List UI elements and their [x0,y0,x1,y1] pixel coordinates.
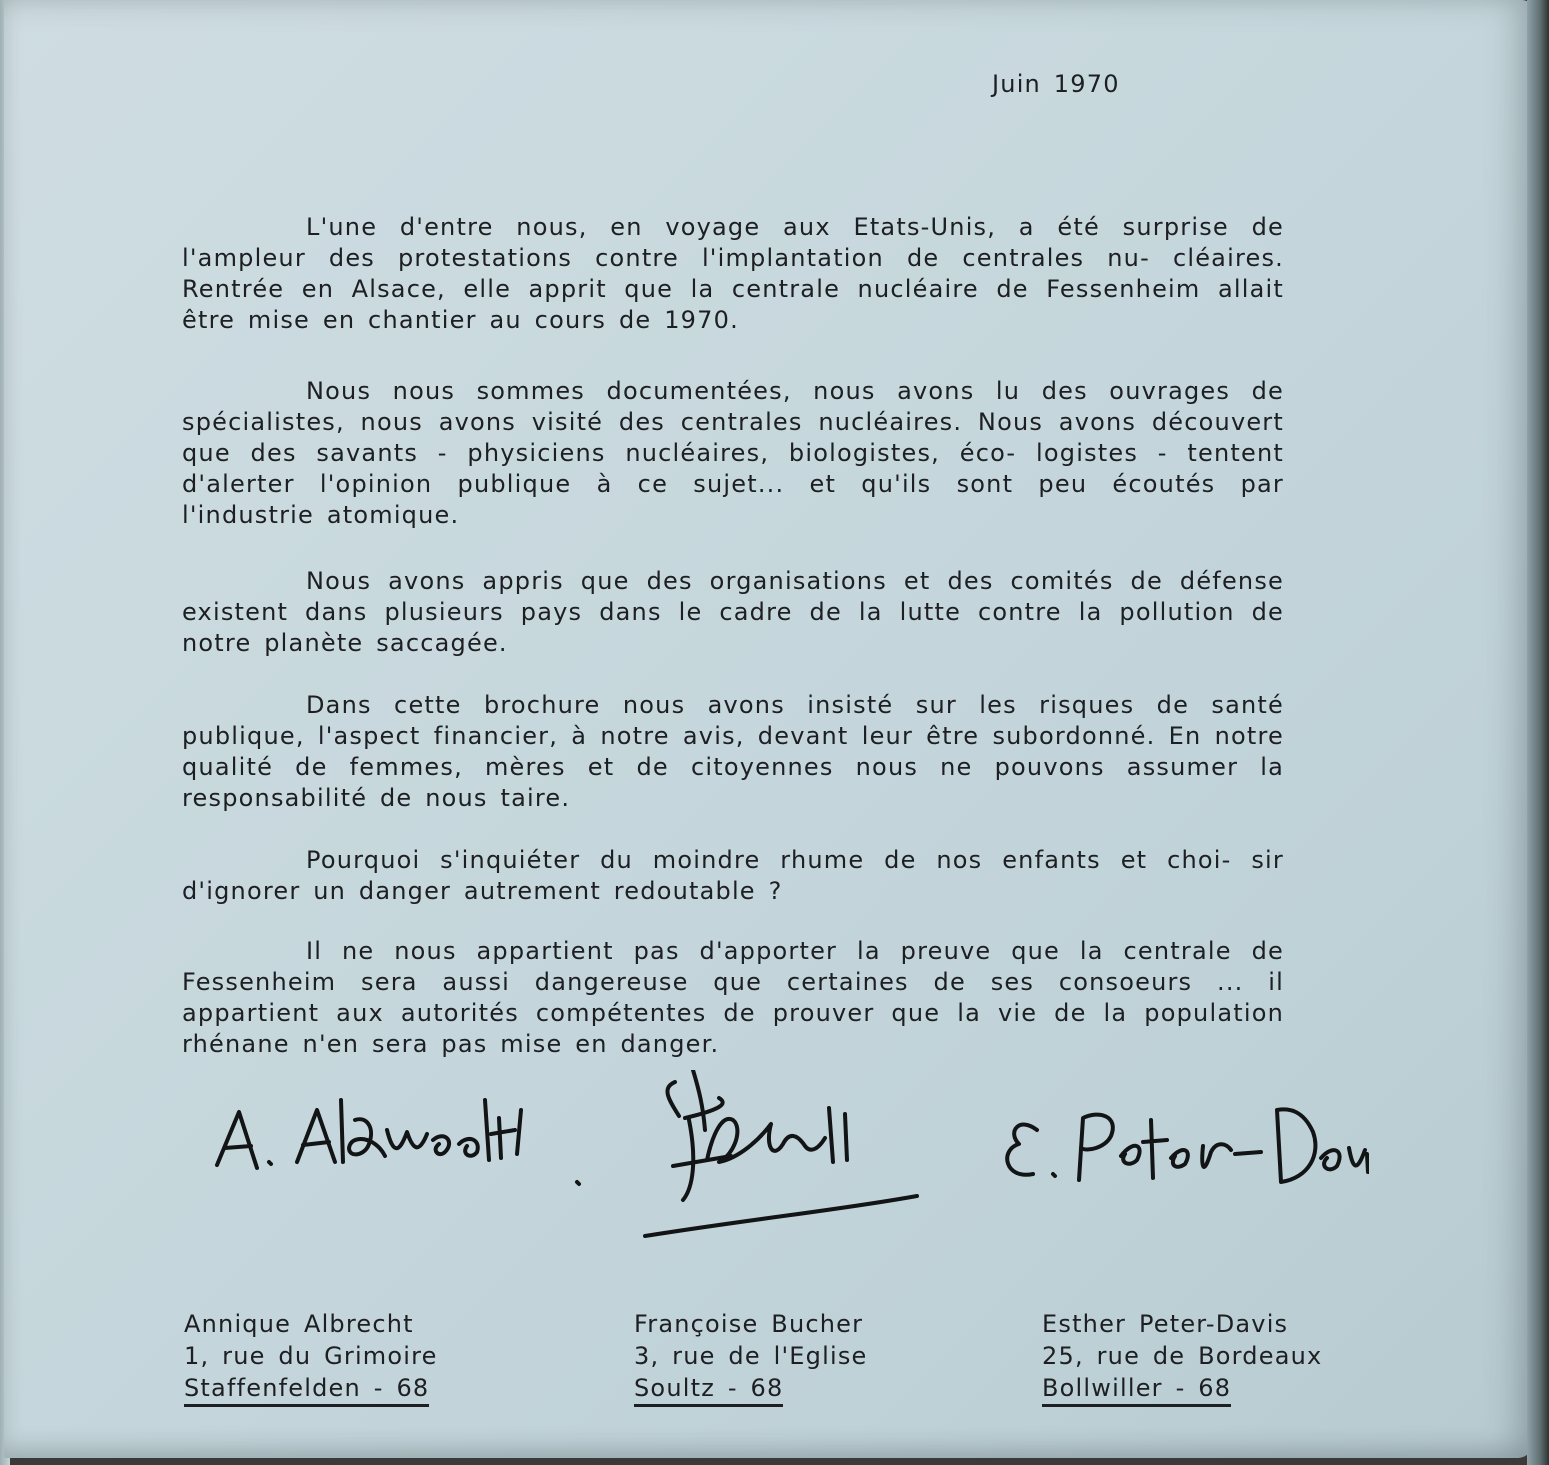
paragraph-1: L'une d'entre nous, en voyage aux Etats-Unis, a été surprise de l'ampleur des protestations contre l'implantation de centrales nu- cléaires. Rentrée en Alsace, elle apprit que la centrale nucléaire de Fessenheim allait être mise en chantier au cours de 1970. [182,213,1284,334]
signer-albrecht [184,1308,438,1407]
signature-peter-davis [1007,1109,1368,1182]
signer-bucher [634,1308,868,1407]
paragraph-6: Il ne nous appartient pas d'apporter la preuve que la centrale de Fessenheim sera aussi dangereuse que certaines de ses consoeurs ... il appartient aux autorités compétentes de prouver que la vie de la population rhénane n'en sera pas mise en danger. [182,937,1284,1058]
signatures-drawing [199,1070,1369,1250]
document-date: Juin 1970 [992,70,1120,98]
paragraph-2: Nous nous sommes documentées, nous avons lu des ouvrages de spécialistes, nous avons visité des centrales nucléaires. Nous avons découvert que des savants - physiciens nucléaires, biologistes, éco- logistes - tentent d'alerter l'opinion publique à ce sujet... et qu'ils sont peu écoutés par l'industrie atomique. [182,377,1284,529]
signer-street: 1, rue du Grimoire [184,1342,438,1370]
signer-name: Françoise Bucher [634,1310,864,1338]
signer-city: Staffenfelden - 68 [184,1372,429,1407]
signer-street: 3, rue de l'Eglise [634,1342,868,1370]
signature-bucher [645,1070,917,1236]
signer-name: Annique Albrecht [184,1310,414,1338]
signature-albrecht [217,1100,579,1184]
signer-city: Soultz - 68 [634,1372,783,1407]
paragraph-4: Dans cette brochure nous avons insisté sur les risques de santé publique, l'aspect financier, à notre avis, devant leur être subordonné. En notre qualité de femmes, mères et de citoyennes nous ne pouvons assumer la responsabilité de nous taire. [182,691,1284,812]
signer-name: Esther Peter-Davis [1042,1310,1289,1338]
signer-peter-davis [1042,1308,1322,1407]
paragraph-3: Nous avons appris que des organisations et des comités de défense existent dans plusieurs pays dans le cadre de la lutte contre la pollution de notre planète saccagée. [182,567,1284,657]
paragraph-5: Pourquoi s'inquiéter du moindre rhume de nos enfants et choi- sir d'ignorer un danger autrement redoutable ? [182,846,1284,905]
signatures-area [199,1070,1369,1250]
signer-street: 25, rue de Bordeaux [1042,1342,1323,1370]
page-edge-shadow [1527,0,1549,1465]
document-page [4,0,1532,1458]
signer-city: Bollwiller - 68 [1042,1372,1231,1407]
